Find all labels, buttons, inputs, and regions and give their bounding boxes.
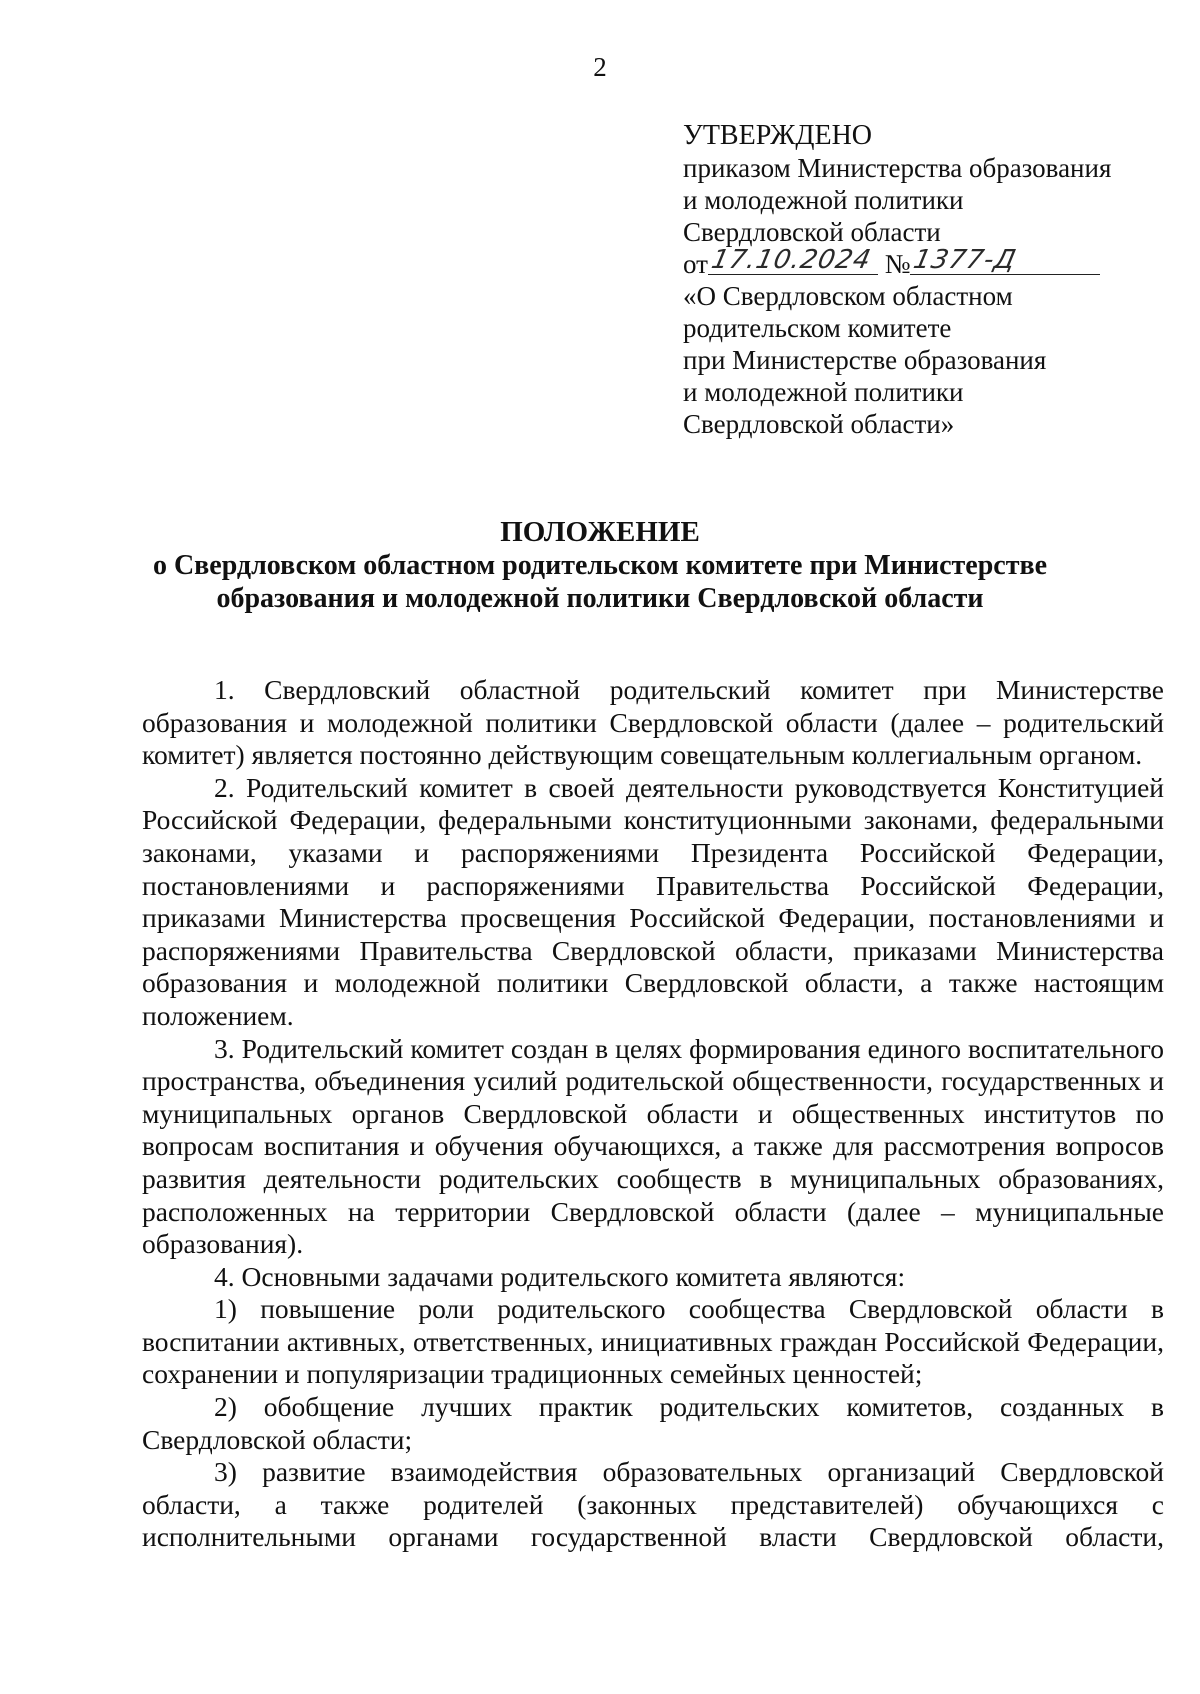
page-number: 2 [593, 52, 607, 82]
approved-label: УТВЕРЖДЕНО [683, 120, 873, 151]
date-prefix: от [683, 249, 708, 279]
order-title-line: Свердловской области» [683, 409, 955, 439]
list-item: 1) повышение роли родительского сообщества Свердловской области в воспитании активных, ответственных, инициативных граждан Российской Федерации, сохранении и популяризации традиционных семейных ценностей; [142, 1293, 1164, 1390]
number-prefix: № [884, 249, 911, 279]
order-date-field [708, 245, 878, 275]
paragraph: 3. Родительский комитет создан в целях формирования единого воспитательного пространства, объединения усилий родительской общественности, государственных и муниципальных органов Свердловской области и общественных институтов по вопросам воспитания и обучения обучающихся, а также для рассмотрения вопросов развития деятельности родительских сообществ в муниципальных образованиях, расположенных на территории Свердловской области (далее – муниципальные образования). [142, 1032, 1164, 1260]
list-item: 2) обобщение лучших практик родительских комитетов, созданных в Свердловской области; [142, 1391, 1164, 1455]
paragraph: 4. Основными задачами родительского комитета являются: [214, 1260, 906, 1292]
approval-line: и молодежной политики [683, 185, 964, 215]
order-title-line: и молодежной политики [683, 377, 964, 407]
order-number-field [910, 245, 1100, 275]
order-date-number-row [683, 245, 1153, 280]
approval-line: Свердловской области [683, 217, 941, 247]
approval-stamp-block [683, 120, 1153, 440]
document-body [142, 674, 1164, 1554]
document-subtitle-line: о Свердловском областном родительском комитете при Министерстве [152, 550, 1048, 581]
approval-line: приказом Министерства образования [683, 153, 1112, 183]
list-item: 3) развитие взаимодействия образовательных организаций Свердловской области, а также родителей (законных представителей) обучающихся с исполнительными органами государственной власти Свердловской области, [142, 1456, 1164, 1553]
document-subtitle-line: образования и молодежной политики Свердловской области [216, 583, 984, 614]
order-title-line: при Министерстве образования [683, 345, 1047, 375]
order-title-line: родительском комитете [683, 313, 952, 343]
order-title-line: «О Свердловском областном [683, 281, 1013, 311]
document-heading: ПОЛОЖЕНИЕ [500, 516, 700, 548]
order-number-handwritten: 1377-Д [911, 245, 1020, 275]
paragraph: 2. Родительский комитет в своей деятельности руководствуется Конституцией Российской Федерации, федеральными конституционными законами, федеральными законами, указами и распоряжениями Президента Российской Федерации, постановлениями и распоряжениями Правительства Российской Федерации, приказами Министерства просвещения Российской Федерации, постановлениями и распоряжениями Правительства Свердловской области, приказами Министерства образования и молодежной политики Свердловской области, а также настоящим положением. [142, 771, 1164, 1031]
document-title-block [0, 516, 1200, 615]
paragraph: 1. Свердловский областной родительский комитет при Министерстве образования и молодежной политики Свердловской области (далее – родительский комитет) является постоянно действующим совещательным коллегиальным органом. [142, 674, 1164, 771]
order-date-handwritten: 17.10.2024 [708, 245, 875, 275]
